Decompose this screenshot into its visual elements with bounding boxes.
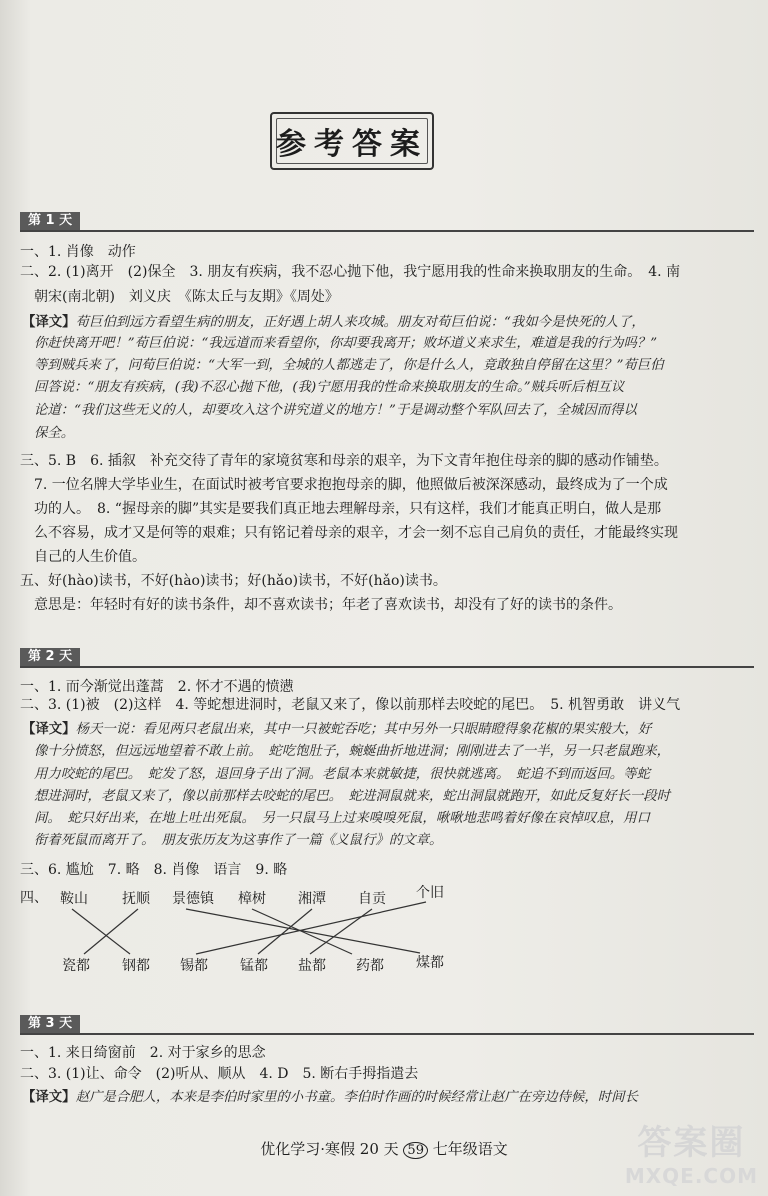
capital-mei: 煤都 (416, 955, 444, 971)
city-xiangtan: 湘潭 (298, 891, 326, 907)
answer-line: 一、1. 而今渐觉出蓬蒿 2. 怀才不遇的愤懑 (20, 679, 294, 695)
translation-line: 等到贼兵来了，问荀巨伯说：“大军一到，全城的人都逃走了，你是什么人，竟敢独自停留在这里？”荀巨伯 (34, 358, 664, 373)
answer-line: 意思是：年轻时有好的读书条件，却不喜欢读书；年老了喜欢读书，却没有了好的读书的条件。 (34, 597, 622, 613)
translation-tag: 【译文】 (22, 314, 76, 330)
match-line-fushun (84, 909, 138, 954)
answer-line: 三、5. B 6. 插叙 补充交待了青年的家境贫寒和母亲的艰辛，为下文青年抱住母亲的脚的感动作铺垫。 (20, 453, 668, 469)
answer-line: 功的人。 8. “握母亲的脚”其实是要我们真正地去理解母亲，只有这样，我们才能真正明白，做人是那 (34, 501, 662, 517)
answer-line: 五、好(hào)读书，不好(hào)读书；好(hǎo)读书，不好(hǎo)读书。 (20, 573, 447, 589)
answer-line: 三、6. 尴尬 7. 略 8. 肖像 语言 9. 略 (20, 862, 288, 878)
capital-yan: 盐都 (298, 958, 326, 974)
translation-line: 保全。 (34, 426, 75, 441)
capital-xi: 锡都 (180, 958, 208, 974)
city-fushun: 抚顺 (122, 891, 150, 907)
capital-meng: 锰都 (240, 958, 268, 974)
city-gejiu: 个旧 (416, 885, 444, 901)
translation-line: 论道：“我们这些无义的人，却要攻入这个讲究道义的地方！”于是调动整个军队回去了，全城因而得以 (34, 403, 637, 418)
translation-tag: 【译文】 (22, 1089, 76, 1105)
match-line-anshan (72, 909, 130, 954)
day3-label: 第 3 天 (20, 1015, 80, 1033)
day1-label: 第 1 天 (20, 212, 80, 230)
page-title: 参考答案 (270, 112, 434, 170)
answer-line: 二、2. (1)离开 (2)保全 3. 朋友有疾病，我不忍心抛下他，我宁愿用我的性命来换取朋友的生命。 4. 南 (20, 264, 681, 280)
answer-line: 二、3. (1)被 (2)这样 4. 等蛇想进洞时，老鼠又来了，像以前那样去咬蛇的尾巴。 5. 机智勇敢 讲义气 (20, 697, 681, 713)
capital-ci: 瓷都 (62, 958, 90, 974)
city-anshan: 鞍山 (60, 891, 88, 907)
city-zigong: 自贡 (358, 891, 386, 907)
answer-line: 朝宋(南北朝) 刘义庆 《陈太丘与友期》《周处》 (34, 289, 339, 305)
city-zhangshu: 樟树 (238, 891, 266, 907)
translation-line: 你赶快离开吧！”荀巨伯说：“我远道而来看望你，你却要我离开；败坏道义来求生，难道是我的行为吗？” (34, 336, 658, 351)
watermark-logo: 答案圈 MXQE.COM (624, 1123, 758, 1188)
answer-line: 二、3. (1)让、命令 (2)听从、顺从 4. D 5. 断右手拇指遣去 (20, 1066, 419, 1082)
day3-header (20, 1015, 754, 1035)
translation-line: 【译文】杨天一说：看见两只老鼠出来，其中一只被蛇吞吃；其中另外一只眼睛瞪得象花椒的果实般大，好 (22, 721, 652, 737)
translation-line: 想进洞时，老鼠又来了，像以前那样去咬蛇的尾巴。 蛇进洞鼠就来，蛇出洞鼠就跑开，如此反复好长一段时 (34, 789, 671, 804)
matching-label: 四、 (20, 890, 48, 906)
translation-line: 像十分愤怒，但远远地望着不敢上前。 蛇吃饱肚子，蜿蜒曲折地进洞；刚刚进去了一半，另一只老鼠跑来， (34, 744, 671, 759)
day2-label: 第 2 天 (20, 648, 80, 666)
translation-line: 【译文】荀巨伯到远方看望生病的朋友，正好遇上胡人来攻城。朋友对荀巨伯说：“我如今是快死的人了， (22, 314, 645, 330)
translation-line: 间。 蛇只好出来，在地上吐出死鼠。 另一只鼠马上过来嗅嗅死鼠，啾啾地悲鸣着好像在哀悼叹息，用口 (34, 811, 650, 826)
city-jingdezhen: 景德镇 (172, 891, 214, 907)
page-number: 59 (403, 1142, 428, 1159)
translation-line: 用力咬蛇的尾巴。 蛇发了怒，退回身子出了洞。老鼠本来就敏捷，很快就逃离。 蛇追不到而返回。等蛇 (34, 767, 650, 782)
grade-subject: 七年级语文 (432, 1140, 508, 1158)
translation-tag: 【译文】 (22, 721, 76, 737)
answer-line: 7. 一位名牌大学毕业生，在面试时被考官要求抱抱母亲的脚，他照做后被深深感动，最终成为了一个成 (34, 477, 668, 493)
capital-yao: 药都 (356, 958, 384, 974)
match-line-jingdezhen (186, 909, 420, 953)
translation-line: 衔着死鼠而离开了。 朋友张历友为这事作了一篇《义鼠行》的文章。 (34, 833, 443, 848)
answer-line: 么不容易，成才又是何等的艰难；只有铭记着母亲的艰辛，才会一刻不忘自己肩负的责任，才能最终实现 (34, 525, 678, 541)
book-title: 优化学习·寒假 20 天 (260, 1140, 399, 1158)
answer-line: 自己的人生价值。 (34, 549, 146, 565)
translation-line: 回答说：“朋友有疾病，(我)不忍心抛下他，(我)宁愿用我的性命来换取朋友的生命。”贼兵听后相互议 (34, 380, 625, 395)
answer-line: 一、1. 肖像 动作 (20, 244, 136, 260)
answer-line: 一、1. 来日绮窗前 2. 对于家乡的思念 (20, 1045, 266, 1061)
capital-gang: 钢都 (122, 958, 150, 974)
translation-line: 【译文】赵广是合肥人，本来是李伯时家里的小书童。李伯时作画的时候经常让赵广在旁边侍候，时间长 (22, 1089, 638, 1105)
